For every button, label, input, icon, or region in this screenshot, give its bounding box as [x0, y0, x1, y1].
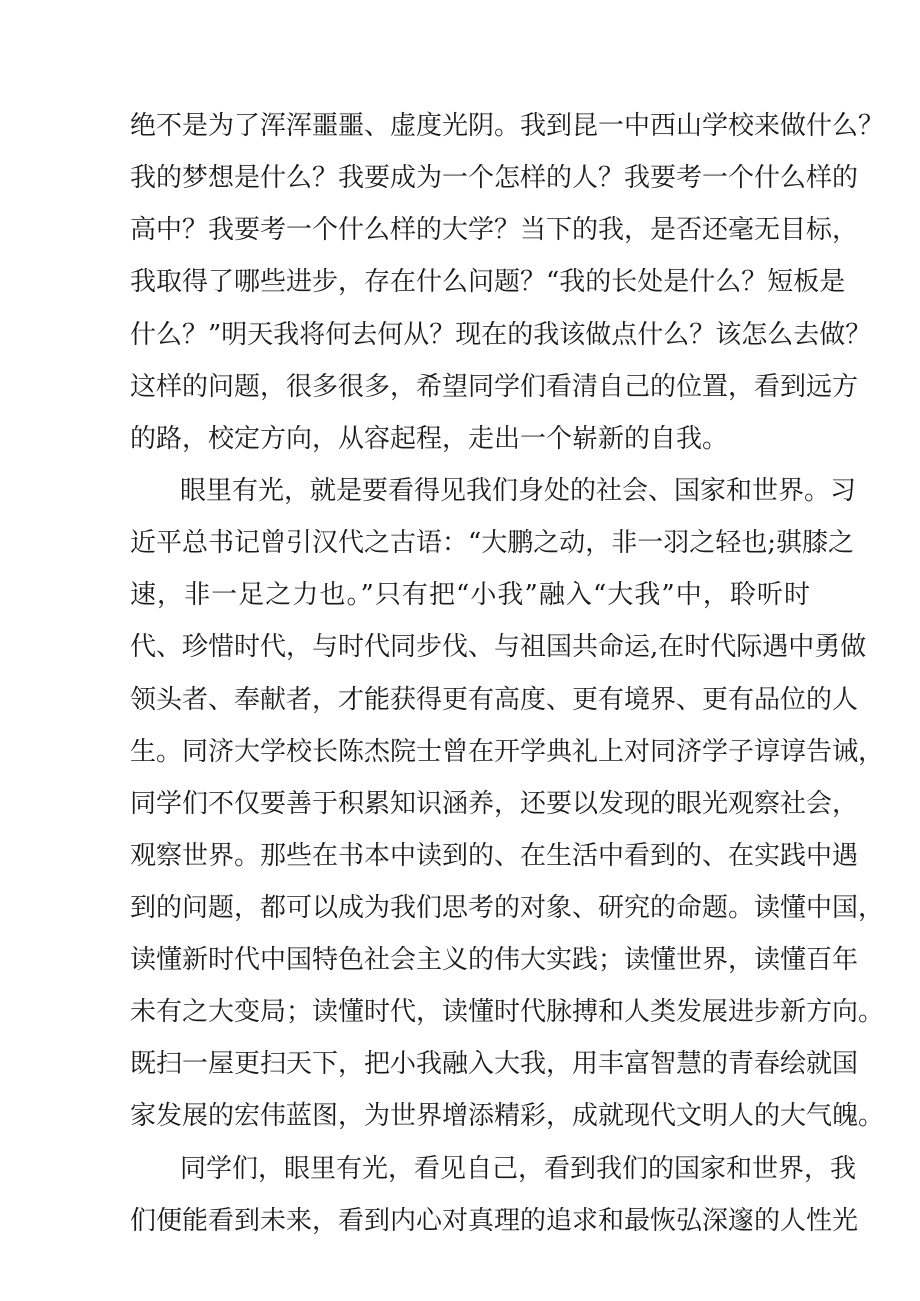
text-line: 速，非一足之力也。”只有把“小我”融入“大我”中，聆听时 [130, 580, 810, 610]
text-line: 既扫一屋更扫天下，把小我融入大我，用丰富智慧的青春绘就国 [130, 1049, 859, 1079]
text-line: 什么？”明天我将何去何从？现在的我该做点什么？该怎么去做？ [130, 320, 872, 350]
paragraph-first-line: 同学们，眼里有光，看见自己，看到我们的国家和世界，我 [180, 1154, 857, 1184]
text-line: 领头者、奉献者，才能获得更有高度、更有境界、更有品位的人 [130, 685, 859, 715]
text-line: 读懂新时代中国特色社会主义的伟大实践；读懂世界，读懂百年 [130, 945, 859, 975]
text-line: 我取得了哪些进步，存在什么问题？“我的长处是什么？短板是 [130, 267, 846, 297]
text-line: 高中？我要考一个什么样的大学？当下的我，是否还毫无目标， [130, 215, 859, 245]
text-line: 们便能看到未来，看到内心对真理的追求和最恢弘深邃的人性光 [130, 1206, 859, 1236]
text-line: 这样的问题，很多很多，希望同学们看清自己的位置，看到远方 [130, 372, 859, 402]
text-line: 家发展的宏伟蓝图，为世界增添精彩，成就现代文明人的大气魄。 [130, 1101, 885, 1131]
text-line: 未有之大变局；读懂时代，读懂时代脉搏和人类发展进步新方向。 [130, 997, 885, 1027]
text-line: 的路，校定方向，从容起程，走出一个崭新的自我。 [130, 424, 729, 454]
text-line: 生。同济大学校长陈杰院士曾在开学典礼上对同济学子谆谆告诫， [130, 737, 885, 767]
text-line: 到的问题，都可以成为我们思考的对象、研究的命题。读懂中国， [130, 893, 885, 923]
text-line: 我的梦想是什么？我要成为一个怎样的人？我要考一个什么样的 [130, 163, 859, 193]
text-line: 近平总书记曾引汉代之古语：“大鹏之动，非一羽之轻也;骐膝之 [130, 528, 855, 558]
text-line: 观察世界。那些在书本中读到的、在生活中看到的、在实践中遇 [130, 841, 859, 871]
text-line: 绝不是为了浑浑噩噩、虚度光阴。我到昆一中西山学校来做什么？ [130, 111, 885, 141]
paragraph-first-line: 眼里有光，就是要看得见我们身处的社会、国家和世界。习 [180, 476, 857, 506]
text-line: 同学们不仅要善于积累知识涵养，还要以发现的眼光观察社会， [130, 789, 859, 819]
text-line: 代、珍惜时代，与时代同步伐、与祖国共命运,在时代际遇中勇做 [130, 632, 867, 662]
